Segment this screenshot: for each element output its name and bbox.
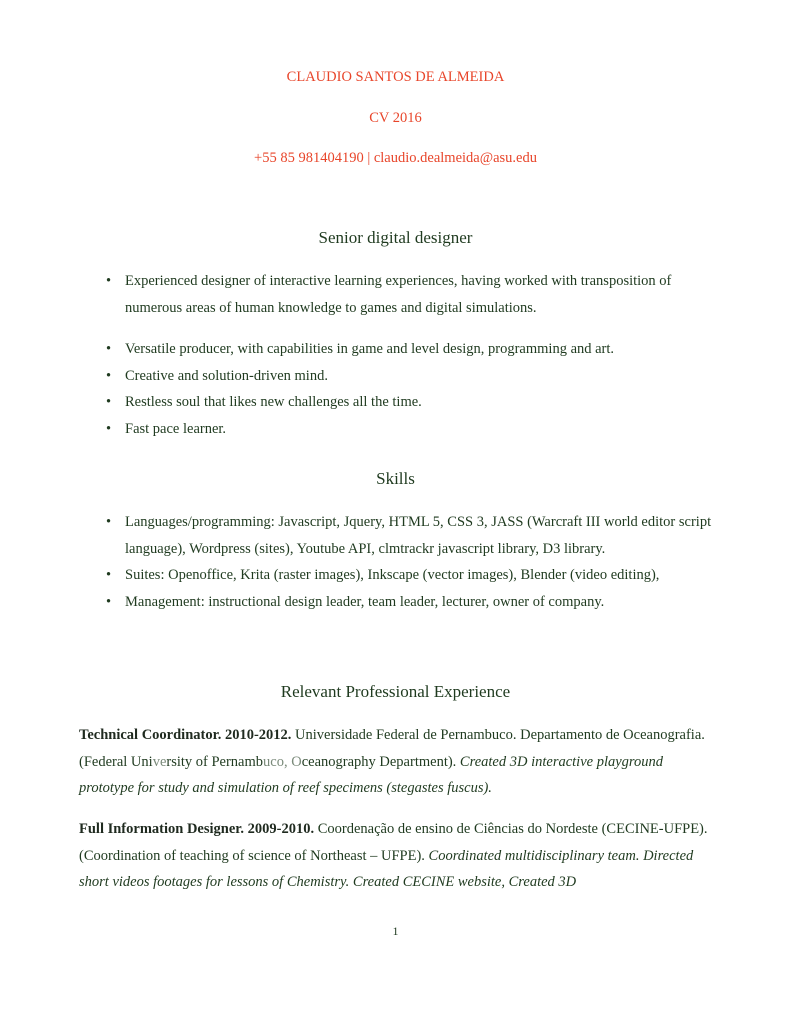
- entry-title: Full Information Designer. 2009-2010.: [79, 821, 315, 837]
- experience-entry: [79, 816, 719, 896]
- list-item: • Suites: Openoffice, Krita (raster images), Inkscape (vector images), Blender (video editing),: [79, 562, 719, 589]
- profile-list: [79, 268, 719, 442]
- candidate-name: CLAUDIO SANTOS DE ALMEIDA: [286, 69, 505, 85]
- entry-organization: Coordenação de ensino de Ciências do Nordeste (CECINE-UFPE). (Coordination of teaching of science of Northeast – UFPE).: [79, 821, 708, 864]
- skills-list: [79, 509, 719, 615]
- cv-year: CV 2016: [369, 110, 422, 126]
- entry-organization: rsity of Pernamb: [166, 753, 264, 770]
- list-item: • Management: instructional design leader, team leader, lecturer, owner of company.: [79, 589, 719, 616]
- experience-heading: Relevant Professional Experience: [280, 682, 511, 701]
- entry-description: Created 3D interactive playground prototype for study and simulation of reef specimens (stegastes fuscus).: [79, 753, 664, 796]
- entry-description: Coordinated multidisciplinary team. Directed short videos footages for lessons of Chemistry. Created CECINE website, Created 3D: [79, 847, 694, 890]
- skills-heading: Skills: [376, 469, 415, 488]
- page-number: 1: [392, 924, 399, 938]
- entry-organization: ceanography Department).: [301, 753, 460, 770]
- list-item: • Languages/programming: Javascript, Jquery, HTML 5, CSS 3, JASS (Warcraft III world editor script language), Wordpress (sites), Youtube API, clmtrackr javascript library, D3 library.: [79, 509, 719, 562]
- entry-organization-faded: ve: [152, 753, 167, 770]
- list-item: • Fast pace learner.: [79, 416, 719, 443]
- experience-entry: [79, 722, 719, 802]
- list-item: • Experienced designer of interactive learning experiences, having worked with transposition of numerous areas of human knowledge to games and digital simulations.: [79, 268, 719, 321]
- list-item: • Versatile producer, with capabilities in game and level design, programming and art.: [79, 336, 719, 363]
- entry-organization-faded: uco, O: [263, 753, 302, 770]
- entry-organization: Universidade Federal de Pernambuco. Departamento de Oceanografia. (Federal Uni: [79, 727, 705, 770]
- contact-info: +55 85 981404190 | claudio.dealmeida@asu.edu: [254, 150, 537, 166]
- profile-heading: Senior digital designer: [318, 228, 473, 247]
- list-item: • Creative and solution-driven mind.: [79, 363, 719, 390]
- entry-title: Technical Coordinator. 2010-2012.: [79, 727, 292, 743]
- list-item: • Restless soul that likes new challenges all the time.: [79, 389, 719, 416]
